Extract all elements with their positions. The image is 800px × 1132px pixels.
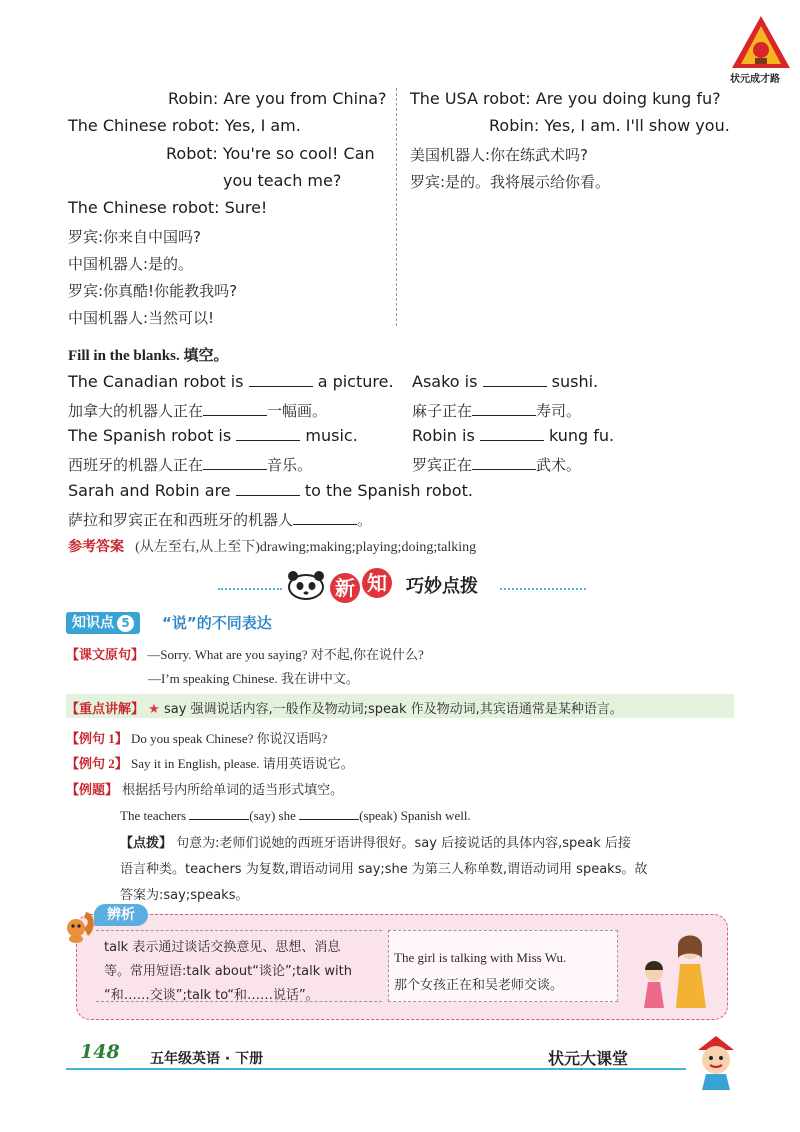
question-text: 萨拉和罗宾正在和西班牙的机器人 (68, 511, 294, 529)
analysis-translation: 那个女孩正在和吴老师交谈。 (394, 978, 564, 993)
question-text: Asako is (412, 372, 478, 391)
dialogue-translation: 中国机器人:是的。 (68, 255, 194, 273)
logo-text: 状元成才路 (730, 74, 780, 85)
banner-divider (500, 588, 586, 590)
question-text: Robin is (412, 426, 475, 445)
analysis-line: talk 表示通过谈话交换意见、思想、消息 (104, 940, 341, 955)
answer-blank[interactable] (483, 373, 547, 387)
question-instruction: 根据括号内所给单词的适当形式填空。 (122, 783, 344, 798)
answer-blank[interactable] (203, 456, 267, 470)
question-text: The Spanish robot is (68, 426, 232, 445)
fill-question-4 (412, 426, 614, 445)
example-text: Do you speak Chinese? 你说汉语吗? (131, 731, 328, 746)
question-text: Sarah and Robin are (68, 481, 231, 500)
answer-blank[interactable] (236, 482, 300, 496)
knowledge-point-tag (66, 612, 140, 634)
dialogue-translation: 罗宾:你真酷!你能教我吗? (68, 282, 238, 300)
page-number: 148 (80, 1041, 120, 1063)
dialogue-translation: 美国机器人:你在练武术吗? (410, 146, 589, 164)
mascot-icon (690, 1034, 742, 1092)
example-text: Say it in English, please. 请用英语说它。 (131, 756, 354, 771)
focus-explanation (66, 698, 623, 717)
fill-question-1 (68, 372, 394, 391)
exercise-heading: Fill in the blanks. 填空。 (68, 348, 229, 364)
focus-label: 【重点讲解】 (66, 702, 145, 717)
tip-line-2: 语言种类。teachers 为复数,谓语动词用 say;she 为第三人称单数,谓语动词用 speaks。故 (120, 862, 648, 877)
dialogue-line: The Chinese robot: Sure! (68, 198, 268, 217)
fill-question-1-cn (68, 400, 327, 421)
dialogue-line: The USA robot: Are you doing kung fu? (410, 89, 721, 108)
answer-text: (从左至右,从上至下)drawing;making;playing;doing;talking (135, 540, 477, 555)
footer-divider (66, 1068, 686, 1070)
question-text: 麻子正在 (412, 402, 473, 420)
fill-question-2 (412, 372, 598, 391)
knowledge-point-title: “说”的不同表达 (162, 614, 272, 632)
banner-char: 知 (362, 568, 392, 598)
question-text: kung fu. (548, 426, 615, 445)
reference-answer (68, 536, 476, 556)
question-text: The Canadian robot is (68, 372, 244, 391)
question-text: sushi. (551, 372, 599, 391)
tip-line-3: 答案为:say;speaks。 (120, 888, 249, 903)
question-text: 。 (357, 511, 373, 529)
banner-divider (218, 588, 282, 590)
answer-label: 参考答案 (68, 539, 124, 555)
example-label: 【例句 1】 (66, 731, 128, 746)
answer-blank[interactable] (472, 402, 536, 416)
fill-question-5-cn (68, 509, 372, 530)
answer-blank[interactable] (480, 427, 544, 441)
question-text: (speak) Spanish well. (359, 808, 471, 823)
column-divider (396, 88, 397, 326)
answer-blank[interactable] (299, 806, 359, 820)
source-sentence-2: —I’m speaking Chinese. 我在讲中文。 (148, 671, 359, 686)
question-text: 音乐。 (267, 456, 313, 474)
question-text: music. (305, 426, 358, 445)
tag-number: 5 (117, 615, 134, 632)
question-text: to the Spanish robot. (304, 481, 473, 500)
question-text: 加拿大的机器人正在 (68, 402, 204, 420)
dialogue-line: Robin: Are you from China? (168, 89, 387, 108)
fill-question-2-cn (412, 400, 581, 421)
source-sentence (66, 644, 424, 663)
focus-text: say 强调说话内容,一般作及物动词;speak 作及物动词,其宾语通常是某种语言。 (163, 702, 623, 717)
fill-question-5 (68, 481, 473, 500)
panda-icon (284, 570, 328, 600)
dialogue-translation: 罗宾:是的。我将展示给你看。 (410, 173, 611, 191)
question-label: 【例题】 (66, 783, 119, 798)
question-text: 一幅画。 (267, 402, 328, 420)
example-label: 【例句 2】 (66, 756, 128, 771)
answer-blank[interactable] (203, 402, 267, 416)
dialogue-line: Robot: You're so cool! Can (166, 144, 375, 163)
question-text: a picture. (317, 372, 394, 391)
answer-blank[interactable] (189, 806, 249, 820)
dialogue-translation: 罗宾:你来自中国吗? (68, 228, 202, 246)
answer-blank[interactable] (236, 427, 300, 441)
banner-char: 新 (330, 573, 360, 603)
answer-blank[interactable] (293, 511, 357, 525)
analysis-line: 等。常用短语:talk about“谈论”;talk with (104, 964, 352, 979)
dialogue-line: Robin: Yes, I am. I'll show you. (489, 116, 730, 135)
answer-blank[interactable] (249, 373, 313, 387)
example-question (66, 779, 343, 798)
book-title: 五年级英语 · 下册 (150, 1051, 264, 1067)
question-text: The teachers (120, 808, 187, 823)
dialogue-translation: 中国机器人:当然可以! (68, 309, 215, 327)
tip-text: 句意为:老师们说她的西班牙语讲得很好。say 后接说话的具体内容,speak 后接 (176, 836, 631, 851)
tag-label: 知识点 (72, 615, 114, 631)
question-text: 西班牙的机器人正在 (68, 456, 204, 474)
source-text: —Sorry. What are you saying? 对不起,你在说什么? (147, 647, 424, 662)
analysis-line: “和……交谈”;talk to“和……说话”。 (104, 988, 319, 1003)
star-icon: ★ (148, 702, 160, 717)
teacher-girl-illustration-icon (628, 930, 718, 1010)
squirrel-icon (62, 908, 96, 944)
answer-blank[interactable] (472, 456, 536, 470)
tip-line-1 (120, 832, 631, 851)
question-text: 罗宾正在 (412, 456, 473, 474)
series-title: 状元大课堂 (548, 1049, 629, 1068)
analysis-tag: 辨析 (94, 904, 148, 926)
dialogue-line: you teach me? (223, 171, 342, 190)
banner-title: 巧妙点拨 (406, 576, 478, 597)
source-label: 【课文原句】 (66, 647, 145, 662)
example-question-sentence (120, 806, 471, 824)
example-sentence-1 (66, 728, 327, 747)
question-text: (say) she (249, 808, 296, 823)
question-text: 寿司。 (536, 402, 582, 420)
question-text: 武术。 (536, 456, 582, 474)
example-sentence-2 (66, 753, 354, 772)
fill-question-3-cn (68, 454, 312, 475)
brand-logo (728, 14, 794, 84)
fill-question-3 (68, 426, 358, 445)
analysis-example: The girl is talking with Miss Wu. (394, 950, 567, 965)
tip-label: 【点拨】 (120, 836, 173, 851)
fill-question-4-cn (412, 454, 581, 475)
dialogue-line: The Chinese robot: Yes, I am. (68, 116, 301, 135)
